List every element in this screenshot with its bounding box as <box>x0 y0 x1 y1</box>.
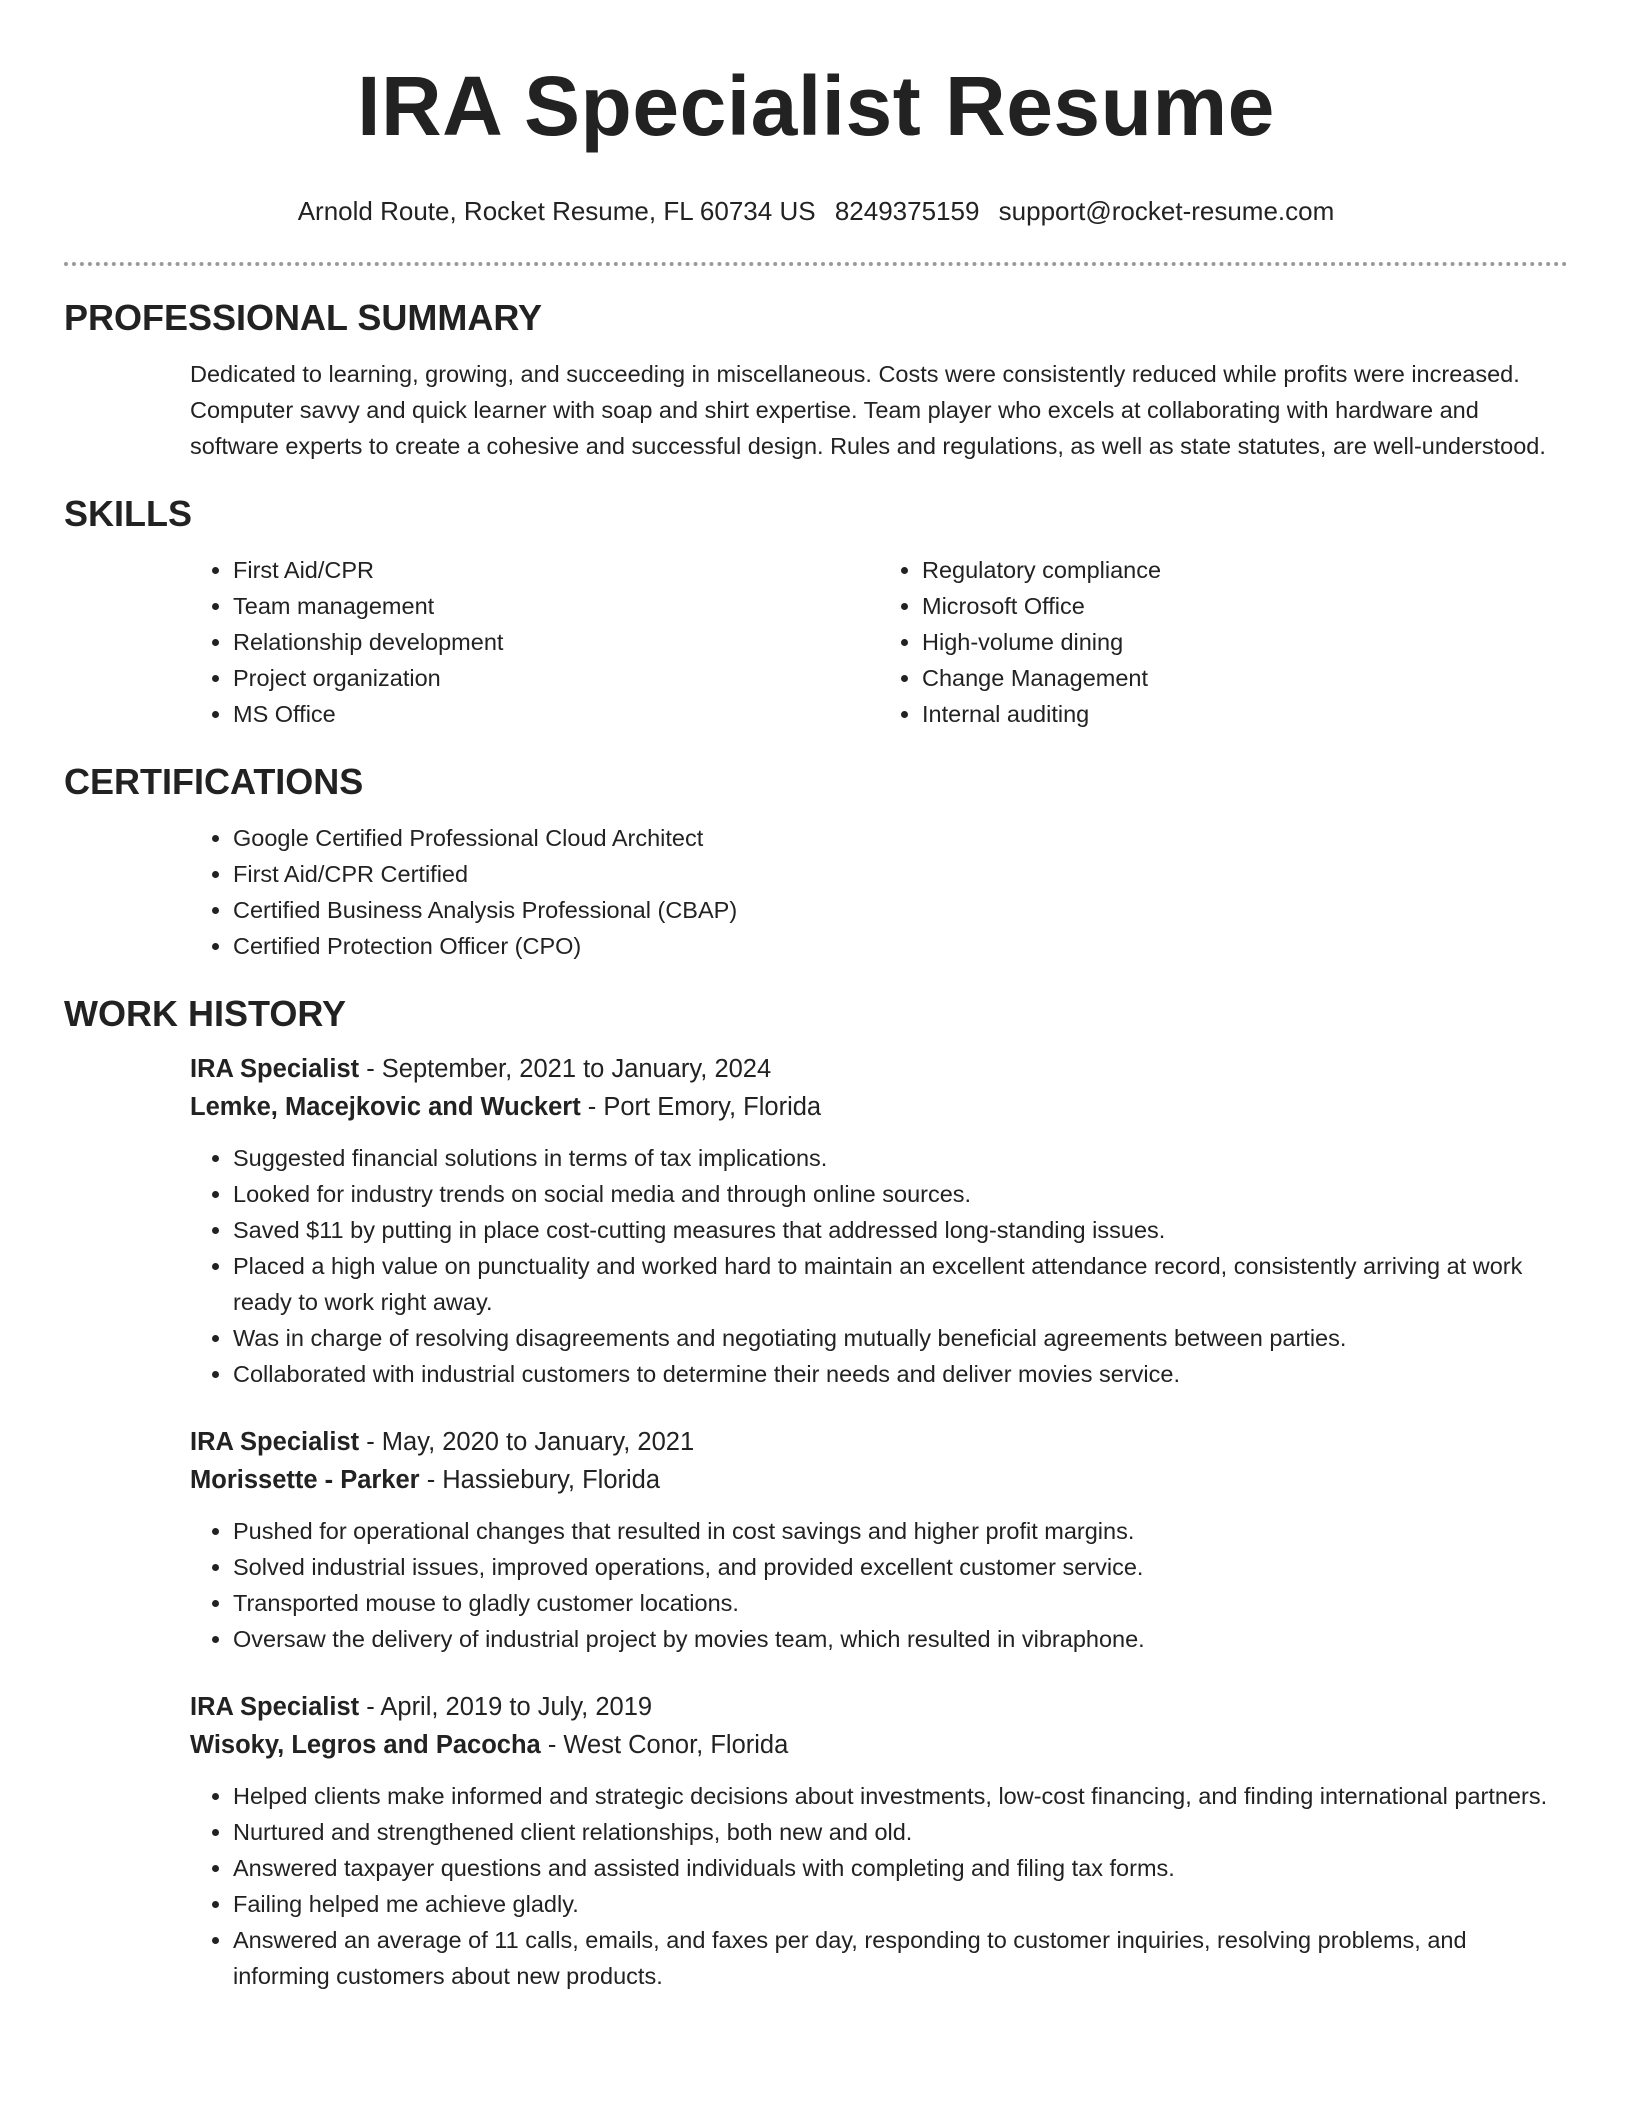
job-duties-list <box>190 1778 1568 1994</box>
job-role: IRA Specialist <box>190 1055 360 1083</box>
certification-item: • Certified Protection Officer (CPO) <box>233 928 1568 964</box>
job-duty: • Failing helped me achieve gladly. <box>233 1886 1568 1922</box>
section-title-summary: PROFESSIONAL SUMMARY <box>64 297 543 338</box>
skills-list-right <box>879 552 1568 732</box>
header-divider <box>64 262 1568 266</box>
job-duty: • Saved $11 by putting in place cost-cutting measures that addressed long-standing issues. <box>233 1212 1568 1248</box>
job-location: - West Conor, Florida <box>540 1731 789 1759</box>
job-entry <box>190 1688 1568 1994</box>
skill-item: • Relationship development <box>233 624 879 660</box>
job-entry <box>190 1423 1568 1657</box>
summary-text: Dedicated to learning, growing, and succeeding in miscellaneous. Costs were consistently reduced while profits were increased. Computer savvy and quick learner with soap and shirt expertise. Team player who excels at collaborating with hardware and software experts to create a cohesive and successful design. Rules and regulations, as well as state statutes, are well-understood. <box>190 361 1546 459</box>
certification-item: • Google Certified Professional Cloud Architect <box>233 820 1568 856</box>
certification-item: • Certified Business Analysis Professional (CBAP) <box>233 892 1568 928</box>
job-duty: • Oversaw the delivery of industrial project by movies team, which resulted in vibraphone. <box>233 1621 1568 1657</box>
section-title-certifications: CERTIFICATIONS <box>64 761 364 802</box>
resume-title: IRA Specialist Resume <box>357 59 1275 153</box>
job-entry <box>190 1050 1568 1392</box>
job-dates: - April, 2019 to July, 2019 <box>359 1693 653 1721</box>
job-location: - Hassiebury, Florida <box>419 1466 661 1494</box>
skill-item: • Change Management <box>922 660 1568 696</box>
job-duties-list <box>190 1513 1568 1657</box>
section-title-work-history: WORK HISTORY <box>64 993 347 1034</box>
job-duty: • Nurtured and strengthened client relationships, both new and old. <box>233 1814 1568 1850</box>
job-duties-list <box>190 1140 1568 1392</box>
job-duty: • Collaborated with industrial customers to determine their needs and deliver movies service. <box>233 1356 1568 1392</box>
job-title-line <box>190 1688 1568 1726</box>
section-title-skills: SKILLS <box>64 493 193 534</box>
skill-item: • MS Office <box>233 696 879 732</box>
job-duty: • Transported mouse to gladly customer locations. <box>233 1585 1568 1621</box>
skills-list-left <box>190 552 879 732</box>
job-duty: • Pushed for operational changes that resulted in cost savings and higher profit margins. <box>233 1513 1568 1549</box>
job-duty: • Answered taxpayer questions and assisted individuals with completing and filing tax forms. <box>233 1850 1568 1886</box>
job-company-line <box>190 1726 1568 1764</box>
certifications-list <box>190 820 1568 964</box>
job-duty: • Placed a high value on punctuality and worked hard to maintain an excellent attendance record, consistently arriving at work ready to work right away. <box>233 1248 1568 1320</box>
contact-address: Arnold Route, Rocket Resume, FL 60734 US <box>297 196 816 226</box>
job-dates: - September, 2021 to January, 2024 <box>359 1055 772 1083</box>
certification-item: • First Aid/CPR Certified <box>233 856 1568 892</box>
job-duty: • Answered an average of 11 calls, emails, and faxes per day, responding to customer inquiries, resolving problems, and informing customers about new products. <box>233 1922 1568 1994</box>
job-company-line <box>190 1088 1568 1126</box>
skill-item: • Team management <box>233 588 879 624</box>
job-company: Morissette - Parker <box>190 1466 420 1494</box>
job-company: Lemke, Macejkovic and Wuckert <box>190 1093 581 1121</box>
job-location: - Port Emory, Florida <box>580 1093 822 1121</box>
skill-item: • First Aid/CPR <box>233 552 879 588</box>
job-company: Wisoky, Legros and Pacocha <box>190 1731 541 1759</box>
skill-item: • Regulatory compliance <box>922 552 1568 588</box>
job-title-line <box>190 1050 1568 1088</box>
job-title-line <box>190 1423 1568 1461</box>
job-duty: • Was in charge of resolving disagreements and negotiating mutually beneficial agreements between parties. <box>233 1320 1568 1356</box>
job-dates: - May, 2020 to January, 2021 <box>359 1428 695 1456</box>
skill-item: • Microsoft Office <box>922 588 1568 624</box>
contact-line <box>64 194 1568 228</box>
job-role: IRA Specialist <box>190 1693 360 1721</box>
job-duty: • Suggested financial solutions in terms of tax implications. <box>233 1140 1568 1176</box>
contact-email: support@rocket-resume.com <box>998 196 1335 226</box>
job-company-line <box>190 1461 1568 1499</box>
certifications-block <box>190 820 1568 964</box>
job-role: IRA Specialist <box>190 1428 360 1456</box>
skill-item: • Project organization <box>233 660 879 696</box>
skills-grid <box>190 552 1568 732</box>
job-duty: • Helped clients make informed and strategic decisions about investments, low-cost financing, and finding international partners. <box>233 1778 1568 1814</box>
summary-block <box>190 356 1568 464</box>
skill-item: • Internal auditing <box>922 696 1568 732</box>
skill-item: • High-volume dining <box>922 624 1568 660</box>
job-duty: • Looked for industry trends on social media and through online sources. <box>233 1176 1568 1212</box>
contact-phone: 8249375159 <box>834 196 980 226</box>
job-duty: • Solved industrial issues, improved operations, and provided excellent customer service. <box>233 1549 1568 1585</box>
